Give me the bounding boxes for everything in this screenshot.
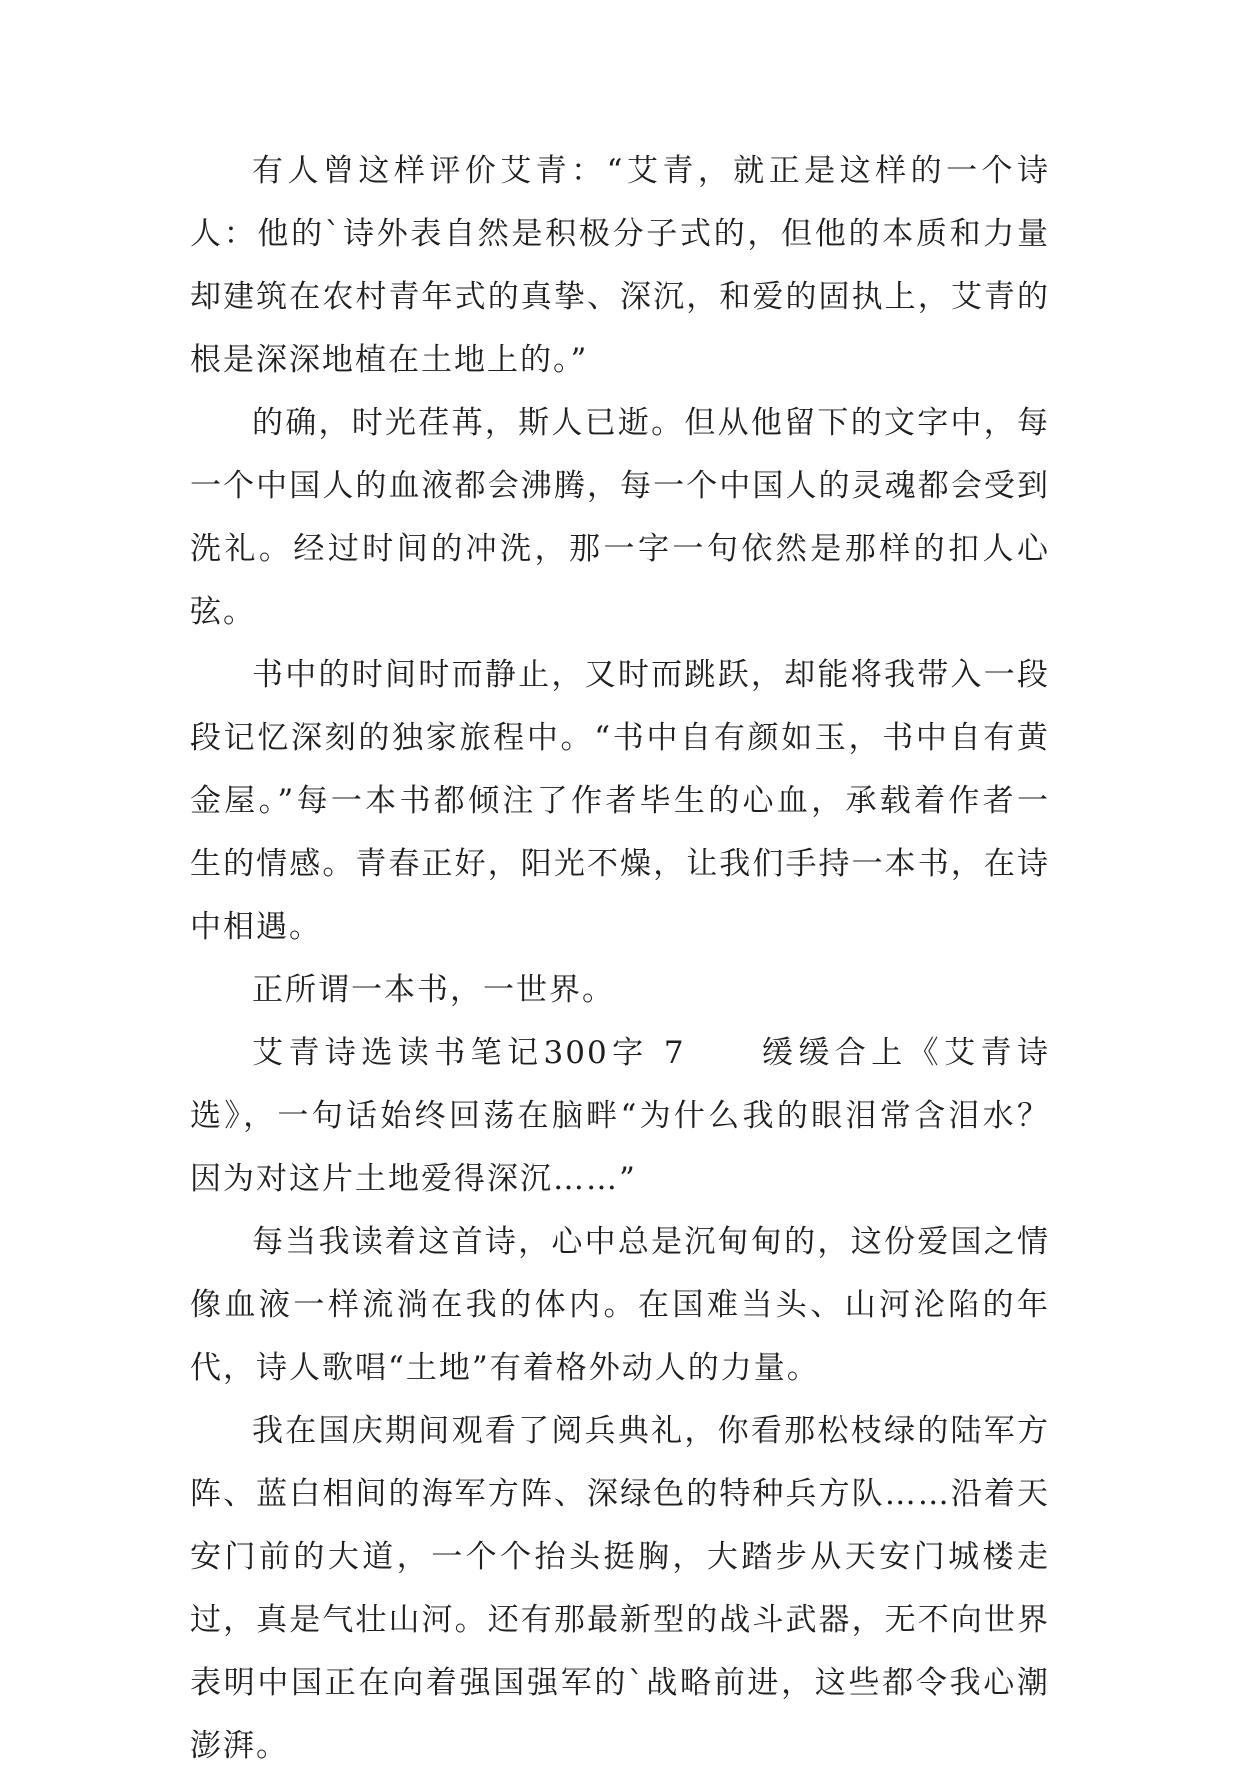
paragraph-time-passes: 的确，时光荏苒，斯人已逝。但从他留下的文字中，每一个中国人的血液都会沸腾，每一个中国人的灵魂都会受到洗礼。经过时间的冲洗，那一字一句依然是那样的扣人心弦。	[190, 405, 1050, 630]
document-body	[190, 140, 1050, 1778]
paragraph-patriotism: 每当我读着这首诗，心中总是沉甸甸的，这份爱国之情像血液一样流淌在我的体内。在国难当头、山河沦陷的年代，诗人歌唱“土地”有着格外动人的力量。	[190, 1224, 1050, 1386]
paragraph-military-parade: 我在国庆期间观看了阅兵典礼，你看那松枝绿的陆军方阵、蓝白相间的海军方阵、深绿色的特种兵方队……沿着天安门前的大道，一个个抬头挺胸，大踏步从天安门城楼走过，真是气壮山河。还有那最新型的战斗武器，无不向世界表明中国正在向着强国强军的`战略前进，这些都令我心潮澎湃。	[190, 1413, 1050, 1764]
paragraph-one-book-one-world: 正所谓一本书，一世界。	[252, 972, 615, 1008]
paragraph-ai-qing-evaluation: 有人曾这样评价艾青：“艾青，就正是这样的一个诗人：他的`诗外表自然是积极分子式的，但他的本质和力量却建筑在农村青年式的真挚、深沉，和爱的固执上，艾青的根是深深地植在土地上的。”	[190, 153, 1050, 378]
paragraph-book-journey: 书中的时间时而静止，又时而跳跃，却能将我带入一段段记忆深刻的独家旅程中。“书中自有颜如玉，书中自有黄金屋。”每一本书都倾注了作者毕生的心血，承载着作者一生的情感。青春正好，阳光不燥，让我们手持一本书，在诗中相遇。	[190, 657, 1050, 945]
paragraph-reading-notes-7: 艾青诗选读书笔记300字 7 缓缓合上《艾青诗选》，一句话始终回荡在脑畔“为什么我的眼泪常含泪水？因为对这片土地爱得深沉……”	[190, 1035, 1050, 1197]
